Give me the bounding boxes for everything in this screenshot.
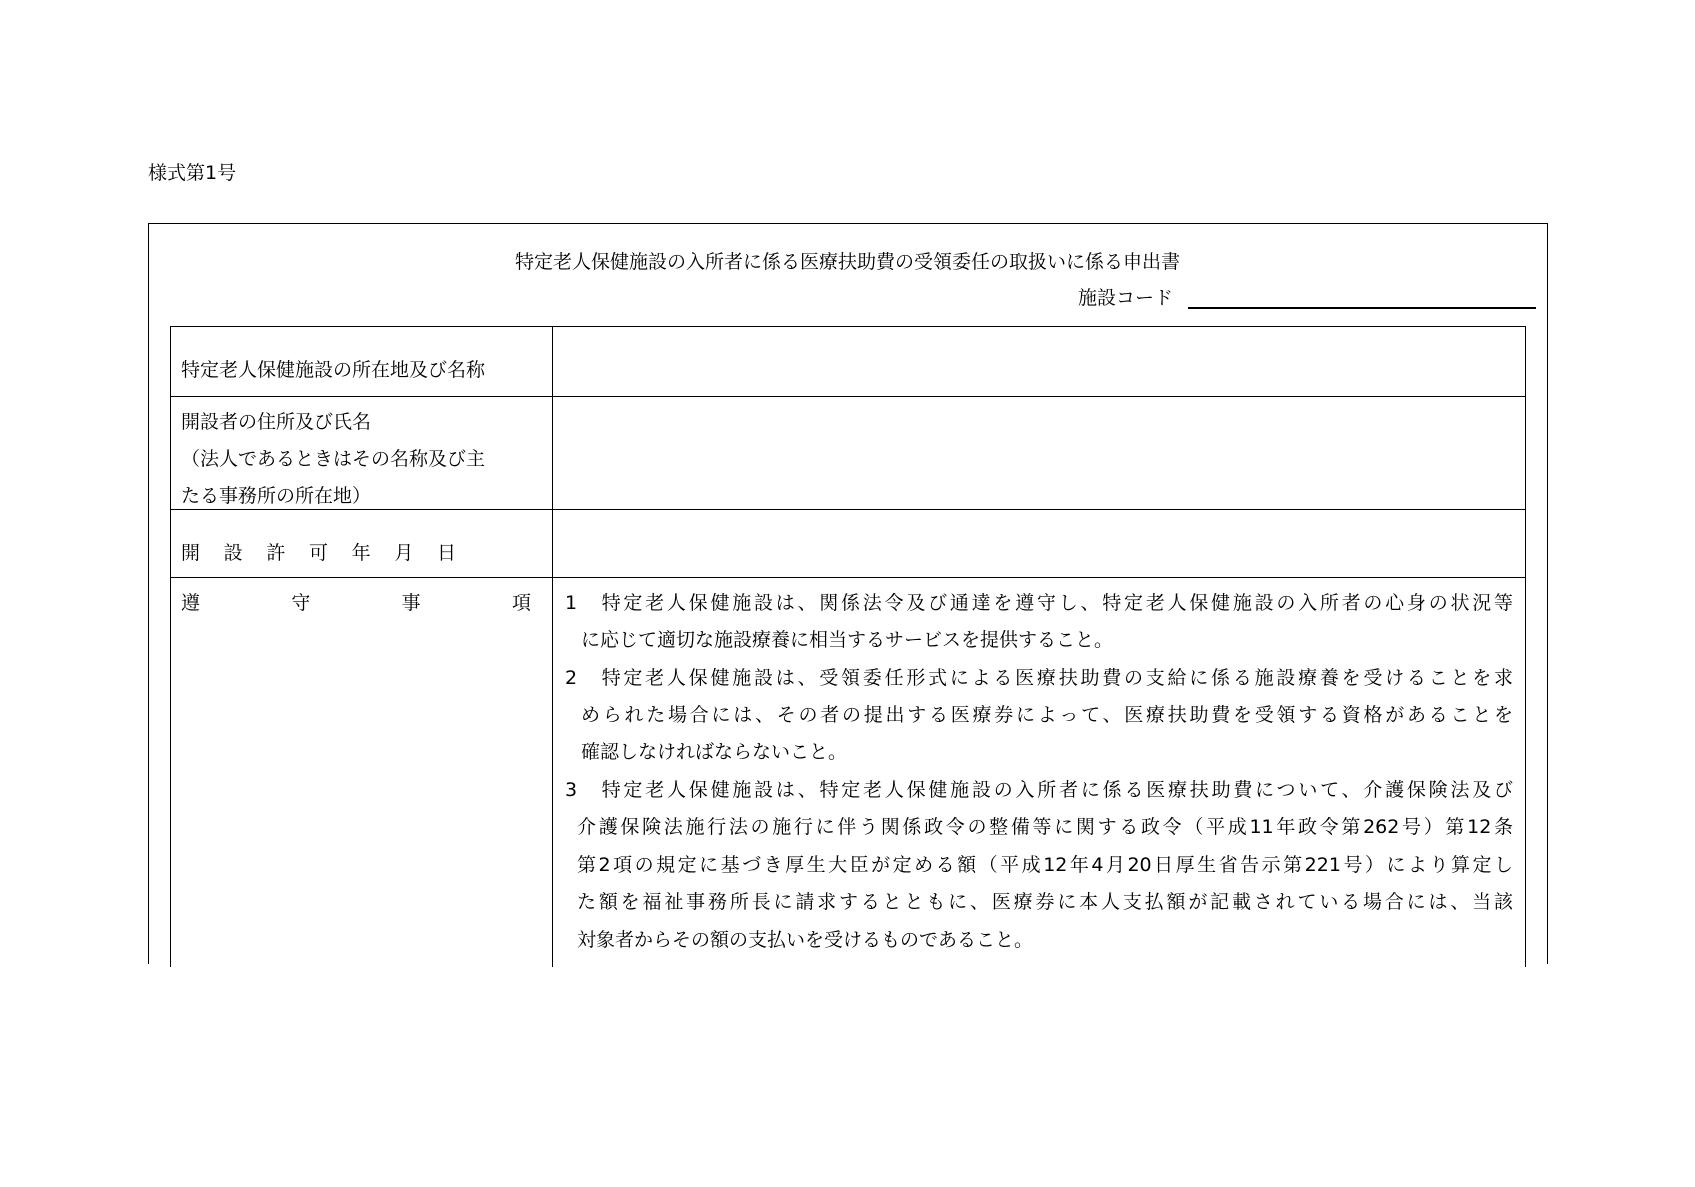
compliance-item-2-cont: 確認しなければならないこと。 (581, 741, 848, 763)
row-location-name (171, 327, 1525, 397)
compliance-item-2-cont: められた場合には、その者の提出する医療券によって、医療扶助費を受領する資格があることを (581, 704, 1513, 726)
compliance-item-3-cont: 第2項の規定に基づき厚生大臣が定める額（平成12年4月20日厚生省告示第221号）により算定し (577, 854, 1513, 876)
location-name-field[interactable] (555, 327, 1525, 396)
permit-date-label: 開 設 許 可 年 月 日 (181, 542, 456, 564)
compliance-item-1: 1 特定老人保健施設は、関係法令及び通達を遵守し、特定老人保健施設の入所者の心身の状況等 (565, 592, 1513, 614)
compliance-item-3-cont: 介護保険法施行法の施行に伴う関係政令の整備等に関する政令（平成11年政令第262号）第12条 (577, 816, 1513, 838)
founder-field[interactable] (555, 397, 1525, 509)
compliance-item-2: 2 特定老人保健施設は、受領委任形式による医療扶助費の支給に係る施設療養を受けることを求 (565, 667, 1513, 689)
location-name-label: 特定老人保健施設の所在地及び名称 (181, 359, 486, 381)
founder-label-line: 開設者の住所及び氏名 (181, 411, 372, 433)
founder-label-line: たる事務所の所在地） (181, 485, 372, 507)
compliance-item-3-cont: た額を福祉事務所長に請求するとともに、医療券に本人支払額が記載されている場合には、当該 (577, 891, 1513, 913)
compliance-item-3-cont: 対象者からその額の支払いを受けるものであること。 (577, 929, 1034, 951)
row-founder (171, 397, 1525, 510)
application-table (170, 326, 1526, 967)
permit-date-field[interactable] (555, 510, 1525, 577)
document-title: 特定老人保健施設の入所者に係る医療扶助費の受領委任の取扱いに係る申出書 (514, 251, 1180, 273)
compliance-item-1-cont: に応じて適切な施設療養に相当するサービスを提供すること。 (581, 629, 1114, 651)
facility-code-label: 施設コード (1078, 287, 1174, 309)
facility-code-field[interactable] (1188, 307, 1536, 309)
compliance-item-3: 3 特定老人保健施設は、特定老人保健施設の入所者に係る医療扶助費について、介護保険法及び (565, 779, 1513, 801)
compliance-label: 遵 守 事 項 (181, 592, 531, 614)
founder-label-line: （法人であるときはその名称及び主 (181, 448, 486, 470)
row-permit-date (171, 510, 1525, 578)
form-number: 様式第1号 (148, 162, 237, 184)
row-compliance (171, 578, 1525, 967)
